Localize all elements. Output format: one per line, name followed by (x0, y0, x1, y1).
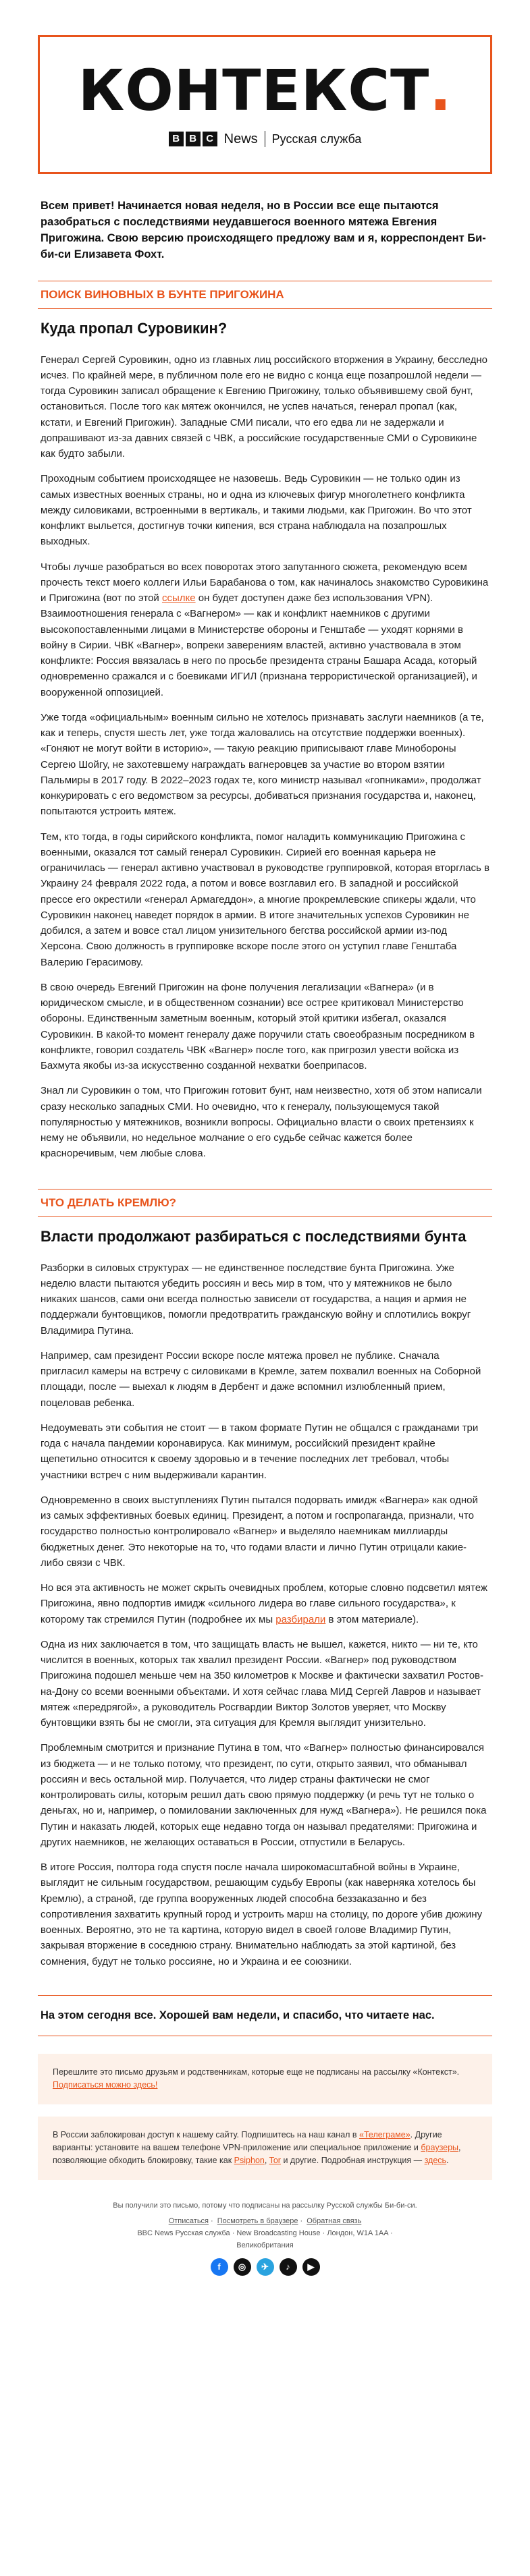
access-text: . (446, 2156, 449, 2166)
access-text: , позволяющие обходить блокировку, такие как (53, 2143, 461, 2166)
bbc-letter: B (169, 132, 184, 146)
paragraph-text: он будет доступен даже без использования VPN). Взаимоотношения генерала с «Вагнером» — как и конфликт наемников с другими высокопоставленными лицами в Министерстве обороны и Генштабе — уходят корнями в войну в Сирии. ЧВК «Вагнер», вопреки заверениям властей, активно участвовала в этом конфликте: Россия ввязалась в него по просьбе президента страны Башара Асада, который одновременно сражался и с боевиками ИГИЛ (признана террористической организацией), и вооруженной оппозицией. (41, 592, 477, 698)
share-box (38, 2054, 492, 2104)
footer-links: Отписаться · Посмотреть в браузере · Обратная связь (168, 2217, 362, 2226)
newsletter (0, 35, 530, 2276)
paragraph: Генерал Сергей Суровикин, одно из главных лиц российского вторжения в Украину, бесследно исчез. По крайней мере, в публичном поле его не видно с конца еще позапрошлой недели — тогда Суровикин записал обращение к Евгению Пригожину, только объявившему свой бунт, остановиться. После того как мятеж окончился, не успев начаться, генерал пропал (как, кстати, и Евгений Пригожин). Западные СМИ писали, что его едва ли не задержали и допрашивают из-за давних связей с ЧВК, а российские государственные СМИ о Суровикине как будто забыли. (41, 354, 487, 460)
paragraph: Тем, кто тогда, в годы сирийского конфликта, помог наладить коммуникацию Пригожина с военными, оказался тот самый генерал Суровикин. Сирией его военная карьера не ограничилась — генерал активно участвовал в руководстве группировкой, которая вторглась в Украину 24 февраля 2022 года, а потом и вовсе возглавил его. В западной и российской прессе его окрестили «генерал Армагеддон», а многие прокремлевские спикеры ждали, что Суровикин наконец наведет порядок в армии. В итоге значительных успехов Суровикин не добился, а затем и вовсе стал лицом унизительного бегства российской армии из-под Херсона. Свою должность в группировке вскоре после этого он уступил главе Генштаба Валерию Герасимову. (41, 831, 489, 968)
paragraph: Знал ли Суровикин о том, что Пригожин готовит бунт, нам неизвестно, хотя об этом написали сразу несколько западных СМИ. Но очевидно, что к генералу, пользующемуся такой популярностью у мятежников, возникли вопросы. Официально власти о своих претензиях к нему не объявили, но недельное молчание о его судьбе сейчас кажется более красноречивым, чем любые слова. (41, 1085, 482, 1160)
section-subheading-1: Куда пропал Суровикин? (41, 319, 228, 337)
section-subheading-2: Власти продолжают разбираться с последствиями бунта (41, 1227, 467, 1245)
bbc-news-label: News (223, 131, 258, 146)
intro-text: Всем привет! Начинается новая неделя, но в России все еще пытаются разобраться с последствиями неудавшегося военного мятежа Евгения Пригожина. Свою версию происходящего предложу вам и я, корреспондент Би-би-си Елизавета Фохт. (41, 200, 486, 260)
paragraph-text: Но вся эта активность не может скрыть очевидных проблем, которые словно подсветил мятеж Пригожина, явно подпортив имидж «сильного лидера во главе сильного государства», к которому так стремился Путин (подробнее их мы (41, 1582, 487, 1625)
logo-dot: . (429, 57, 452, 123)
service-name: Русская служба (271, 132, 362, 146)
article-link[interactable]: разбирали (275, 1613, 326, 1625)
footer-notice: Вы получили это письмо, потому что подписаны на рассылку Русской службы Би-би-си. (113, 2201, 417, 2210)
facebook-icon[interactable]: f (211, 2258, 228, 2276)
section-heading-1: ПОИСК ВИНОВНЫХ В БУНТЕ ПРИГОЖИНА (38, 281, 492, 309)
paragraph: Одна из них заключается в том, что защищать власть не вышел, кажется, никто — ни те, кто числится в военных, которых так хвалил президент России. «Вагнер» под руководством Пригожина подошел меньше чем на 350 километров к Москве и фактически захватил Ростов-на-Дону со всеми военными объектами. И хотя сейчас глава МИД Сергей Лавров и называет мятеж «передрягой», а руководитель Росгвардии Виктор Золотов уверяет, что Москву бунтовщики взять бы не смогли, эта ситуация для Кремля выглядит унизительно. (41, 1638, 484, 1729)
article-link[interactable]: ссылке (161, 592, 196, 605)
paragraph (38, 559, 492, 700)
paragraph: Одновременно в своих выступлениях Путин пытался подорвать имидж «Вагнера» как одной из самых эффективных боевых единиц. Президент, а потом и госпропаганда, признали, что государство полностью контролировало «Вагнер» и выделяло наемникам миллиарды бюджетных денег. Это некоторые на то, что годами власти и лично Путин отрицали какие-либо связи с ЧВК. (41, 1494, 478, 1569)
closing-text: На этом сегодня все. Хорошей вам недели, и спасибо, что читаете нас. (38, 1995, 492, 2036)
access-text: . Другие варианты: установите на вашем телефоне VPN-приложение или специальное приложение и (53, 2129, 442, 2153)
access-text: и другие. Подробная инструкция — (280, 2156, 425, 2166)
bbc-letter: B (186, 132, 201, 146)
psiphon-link[interactable]: Psiphon (234, 2156, 265, 2166)
paragraph: В свою очередь Евгений Пригожин на фоне получения легализации «Вагнера» (и в юридическом смысле, и в общественном сознании) все острее критиковал Министерство обороны. Единственным заметным военным, который этой критики избегал, оказался Суровикин. В какой-то момент генералу даже поручили стать своеобразным посредником в конфликте, говорил создатель ЧВК «Вагнер» после того, как пригрозил увести войска из Бахмута якобы из-за искусственно созданной нехватки боеприпасов. (41, 981, 475, 1072)
unsubscribe-link[interactable]: Отписаться (168, 2217, 209, 2226)
paragraph: В итоге Россия, полтора года спустя после начала широкомасштабной войны в Украине, выглядит не сильным государством, решающим судьбу Европы (как наверняка хотелось бы Кремлю), а страной, где группа вооруженных людей способна беззаказанно и без сопротивления захватить крупный город и устроить марш на столицу, по дороге убив дюжину военных. Вероятно, это не та картина, которую видел в своей голове Владимир Путин, закрывая вторжение в соседнюю страну. Внимательно наблюдать за этой картиной, без сомнения, будут не только россияне, но и Украина и ее союзники. (41, 1861, 483, 1967)
paragraph: Разборки в силовых структурах — не единственное последствие бунта Пригожина. Уже неделю власти пытаются убедить россиян и весь мир в том, что у мятежников не было никаких шансов, сами они всегда полностью зависели от государства, а нация и армия не поддержали бунтовщиков, помогли предотвратить гражданскую войну и сплотились вокруг Владимира Путина. (41, 1262, 471, 1337)
newsletter-content (38, 35, 492, 2276)
footer-address: BBC News Русская служба · New Broadcasting House · Лондон, W1A 1AA · (137, 2229, 393, 2237)
subscribe-link[interactable]: Подписаться можно здесь! (53, 2080, 158, 2090)
tor-link[interactable]: Tor (269, 2156, 281, 2166)
paragraph (38, 1580, 492, 1627)
paragraph: Проходным событием происходящее не назовешь. Ведь Суровикин — не только один из самых известных военных страны, но и одна из ключевых фигур многолетнего конфликта между силовиками, встроенными в вертикаль, и такими людьми, как Пригожин. Во что этот конфликт выльется, достигнув точки кипения, вся страна наблюдала на позапрошлых выходных. (41, 473, 472, 548)
social-icons (38, 2258, 492, 2276)
view-in-browser-link[interactable]: Посмотреть в браузере (217, 2217, 298, 2226)
instructions-link[interactable]: здесь (424, 2156, 447, 2166)
telegram-link[interactable]: «Телеграме» (359, 2129, 410, 2139)
bbc-logo (169, 132, 217, 146)
footer-address-country: Великобритания (236, 2241, 294, 2249)
feedback-link[interactable]: Обратная связь (307, 2217, 362, 2226)
telegram-icon[interactable]: ✈ (257, 2258, 274, 2276)
logo-text: КОНТЕКСТ (78, 57, 430, 123)
footer (38, 2200, 492, 2276)
paragraph-text: Чтобы лучше разобраться во всех поворотах этого запутанного сюжета, рекомендую всем прочесть текст моего коллеги Ильи Барабанова о том, как начиналось знакомство Суровикина и Пригожина (вот по этой (41, 561, 489, 605)
instagram-icon[interactable]: ◎ (234, 2258, 251, 2276)
paragraph-text: в этом материале). (325, 1613, 419, 1625)
access-text: , (264, 2156, 269, 2166)
browsers-link[interactable]: браузеры (421, 2143, 459, 2153)
masthead (38, 35, 492, 174)
section-heading-2: ЧТО ДЕЛАТЬ КРЕМЛЮ? (38, 1189, 492, 1217)
access-box (38, 2117, 492, 2180)
paragraph: Уже тогда «официальным» военным сильно не хотелось признавать заслуги наемников (а те, как и теперь, спустя шесть лет, уже тогда жаловались на отсутствие поддержки военных). «Гоняют не могут войти в историю», — такую реакцию приписывают главе Минобороны Сергею Шойгу, не захотевшему награждать вагнеровцев за участие во втором взятии Пальмиры в 2017 году. В 2022–2023 годах те, кого министр называл «гопниками», продолжат конкурировать с его ведомством за ресурсы, добиваться признания государства и, наконец, попытаются устроить мятеж. (41, 711, 484, 818)
bbc-letter: C (203, 132, 217, 146)
share-text: Перешлите это письмо друзьям и родственникам, которые еще не подписаны на рассылку «Контекст». (53, 2067, 460, 2077)
newsletter-logo (78, 57, 452, 123)
paragraph: Недоумевать эти события не стоит — в таком формате Путин не общался с гражданами три года с начала пандемии коронавируса. Как минимум, российский президент крайне щепетильно относится к своему здоровью и в течение последних лет требовал, чтобы участники встреч с ним выдерживали карантин. (41, 1422, 479, 1481)
bbc-brand (169, 131, 362, 147)
youtube-icon[interactable]: ▶ (302, 2258, 320, 2276)
paragraph: Например, сам президент России вскоре после мятежа провел не публике. Сначала пригласил камеры на встречу с силовиками в Кремле, затем похвалил военных на Соборной площади, после — выехал к людям в Дербент и даже вспомнил излюбленный прием, поцеловав ребенка. (41, 1349, 481, 1409)
paragraph: Проблемным смотрится и признание Путина в том, что «Вагнер» полностью финансировался из бюджета — и не только потому, что президент, по сути, открыто заявил, что обманывал россиян и весь остальной мир. Получается, что лидер страны фактически не смог контролировать силы, которым решил дать свою прямую поддержку (и речь тут не только о деньгах, но и, например, о помиловании заключенных для нужд «Вагнера»). Не решился пока Путин и наказать людей, которых еще недавно тогда он называл предателями: Пригожина и других наемников, не желающих оставаться в России, отпустили в Беларусь. (41, 1742, 487, 1848)
tiktok-icon[interactable]: ♪ (280, 2258, 297, 2276)
access-text: В России заблокирован доступ к нашему сайту. Подпишитесь на наш канал в (53, 2129, 360, 2139)
